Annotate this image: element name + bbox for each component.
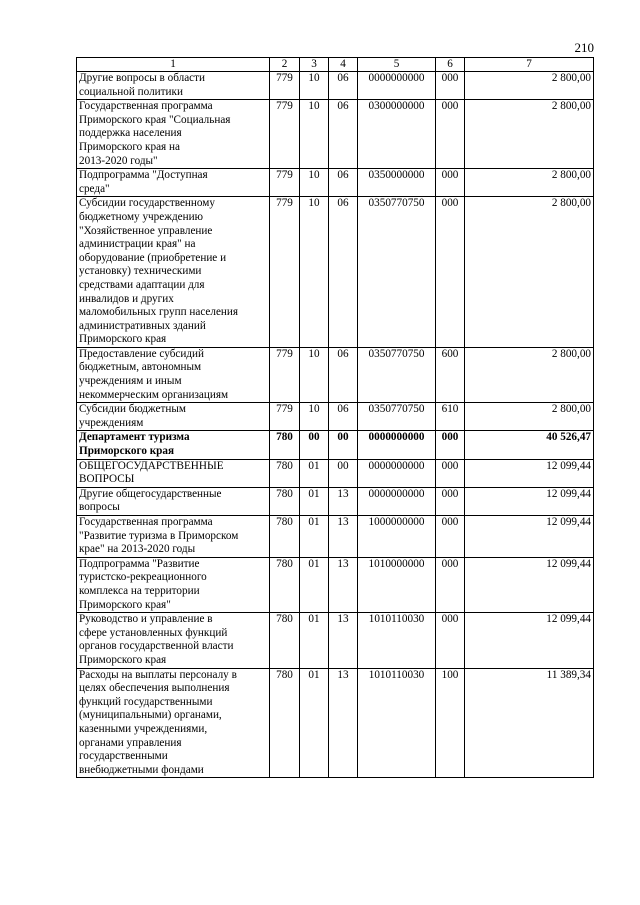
table-row bbox=[77, 459, 594, 487]
row-subsection-cell: 06 bbox=[329, 197, 358, 348]
row-name-cell: Руководство и управление в сфере установленных функций органов государственной власти Приморского края bbox=[77, 613, 270, 668]
row-subsection-cell: 06 bbox=[329, 72, 358, 100]
row-section-cell: 01 bbox=[300, 613, 329, 668]
row-target-cell: 1010110030 bbox=[358, 613, 436, 668]
header-cell: 3 bbox=[300, 58, 329, 72]
row-section-cell: 10 bbox=[300, 72, 329, 100]
row-code-cell: 779 bbox=[270, 197, 300, 348]
row-target-cell: 0000000000 bbox=[358, 459, 436, 487]
row-section-cell: 10 bbox=[300, 347, 329, 402]
row-sum-cell: 2 800,00 bbox=[465, 403, 594, 431]
row-section-cell: 01 bbox=[300, 516, 329, 558]
row-target-cell: 0350770750 bbox=[358, 347, 436, 402]
row-name-cell: Подпрограмма "Развитие туристско-рекреационного комплекса на территории Приморского края" bbox=[77, 557, 270, 612]
row-expense-type-cell: 600 bbox=[436, 347, 465, 402]
row-section-cell: 01 bbox=[300, 487, 329, 515]
row-expense-type-cell: 000 bbox=[436, 487, 465, 515]
row-name-cell: Подпрограмма "Доступная среда" bbox=[77, 169, 270, 197]
row-expense-type-cell: 100 bbox=[436, 668, 465, 778]
table-row bbox=[77, 347, 594, 402]
row-name-cell: Расходы на выплаты персоналу в целях обеспечения выполнения функций государственными (муниципальными) органами, казенными учреждениями, органами управления государственными внебюджетными фондами bbox=[77, 668, 270, 778]
row-subsection-cell: 06 bbox=[329, 100, 358, 169]
budget-table bbox=[76, 57, 594, 778]
row-target-cell: 0000000000 bbox=[358, 487, 436, 515]
table-header-row bbox=[77, 58, 594, 72]
table-row bbox=[77, 403, 594, 431]
row-target-cell: 0350770750 bbox=[358, 197, 436, 348]
header-cell: 5 bbox=[358, 58, 436, 72]
table-row bbox=[77, 487, 594, 515]
row-subsection-cell: 06 bbox=[329, 403, 358, 431]
row-subsection-cell: 00 bbox=[329, 431, 358, 459]
row-name-cell: Другие общегосударственные вопросы bbox=[77, 487, 270, 515]
row-expense-type-cell: 000 bbox=[436, 197, 465, 348]
row-subsection-cell: 13 bbox=[329, 613, 358, 668]
header-cell: 7 bbox=[465, 58, 594, 72]
row-section-cell: 01 bbox=[300, 459, 329, 487]
row-sum-cell: 2 800,00 bbox=[465, 169, 594, 197]
table-row bbox=[77, 169, 594, 197]
table-row bbox=[77, 613, 594, 668]
row-target-cell: 1010000000 bbox=[358, 557, 436, 612]
row-sum-cell: 12 099,44 bbox=[465, 459, 594, 487]
page-number: 210 bbox=[574, 40, 594, 55]
row-sum-cell: 12 099,44 bbox=[465, 613, 594, 668]
row-sum-cell: 2 800,00 bbox=[465, 72, 594, 100]
row-code-cell: 780 bbox=[270, 431, 300, 459]
row-expense-type-cell: 000 bbox=[436, 431, 465, 459]
row-expense-type-cell: 610 bbox=[436, 403, 465, 431]
row-section-cell: 01 bbox=[300, 557, 329, 612]
row-name-cell: ОБЩЕГОСУДАРСТВЕННЫЕ ВОПРОСЫ bbox=[77, 459, 270, 487]
row-sum-cell: 12 099,44 bbox=[465, 487, 594, 515]
row-target-cell: 1010110030 bbox=[358, 668, 436, 778]
row-section-cell: 10 bbox=[300, 100, 329, 169]
table-row bbox=[77, 557, 594, 612]
header-cell: 1 bbox=[77, 58, 270, 72]
row-name-cell: Другие вопросы в области социальной политики bbox=[77, 72, 270, 100]
row-subsection-cell: 13 bbox=[329, 557, 358, 612]
row-code-cell: 780 bbox=[270, 557, 300, 612]
row-code-cell: 780 bbox=[270, 668, 300, 778]
row-expense-type-cell: 000 bbox=[436, 459, 465, 487]
table-row bbox=[77, 197, 594, 348]
row-section-cell: 10 bbox=[300, 169, 329, 197]
row-subsection-cell: 00 bbox=[329, 459, 358, 487]
row-expense-type-cell: 000 bbox=[436, 557, 465, 612]
row-code-cell: 780 bbox=[270, 516, 300, 558]
table-row bbox=[77, 431, 594, 459]
row-subsection-cell: 13 bbox=[329, 516, 358, 558]
row-target-cell: 1000000000 bbox=[358, 516, 436, 558]
row-code-cell: 779 bbox=[270, 347, 300, 402]
row-section-cell: 00 bbox=[300, 431, 329, 459]
row-subsection-cell: 06 bbox=[329, 169, 358, 197]
row-target-cell: 0000000000 bbox=[358, 72, 436, 100]
row-section-cell: 10 bbox=[300, 197, 329, 348]
row-expense-type-cell: 000 bbox=[436, 72, 465, 100]
header-cell: 2 bbox=[270, 58, 300, 72]
row-code-cell: 780 bbox=[270, 487, 300, 515]
row-section-cell: 01 bbox=[300, 668, 329, 778]
row-name-cell: Департамент туризма Приморского края bbox=[77, 431, 270, 459]
row-name-cell: Государственная программа Приморского края "Социальная поддержка населения Приморского края на 2013-2020 годы" bbox=[77, 100, 270, 169]
row-sum-cell: 2 800,00 bbox=[465, 347, 594, 402]
row-name-cell: Субсидии бюджетным учреждениям bbox=[77, 403, 270, 431]
row-code-cell: 779 bbox=[270, 403, 300, 431]
row-name-cell: Предоставление субсидий бюджетным, автономным учреждениям и иным некоммерческим организациям bbox=[77, 347, 270, 402]
row-target-cell: 0300000000 bbox=[358, 100, 436, 169]
table-row bbox=[77, 668, 594, 778]
row-subsection-cell: 13 bbox=[329, 487, 358, 515]
row-sum-cell: 12 099,44 bbox=[465, 557, 594, 612]
row-subsection-cell: 06 bbox=[329, 347, 358, 402]
header-cell: 6 bbox=[436, 58, 465, 72]
row-code-cell: 779 bbox=[270, 169, 300, 197]
row-expense-type-cell: 000 bbox=[436, 613, 465, 668]
row-name-cell: Субсидии государственному бюджетному учреждению "Хозяйственное управление администрации края" на оборудование (приобретение и установку) техническими средствами адаптации для инвалидов и других маломобильных групп населения административных зданий Приморского края bbox=[77, 197, 270, 348]
row-expense-type-cell: 000 bbox=[436, 516, 465, 558]
table-row bbox=[77, 516, 594, 558]
row-code-cell: 780 bbox=[270, 613, 300, 668]
table-row bbox=[77, 100, 594, 169]
row-target-cell: 0350770750 bbox=[358, 403, 436, 431]
row-section-cell: 10 bbox=[300, 403, 329, 431]
row-subsection-cell: 13 bbox=[329, 668, 358, 778]
row-target-cell: 0350000000 bbox=[358, 169, 436, 197]
row-sum-cell: 40 526,47 bbox=[465, 431, 594, 459]
row-sum-cell: 12 099,44 bbox=[465, 516, 594, 558]
row-code-cell: 779 bbox=[270, 100, 300, 169]
table-body bbox=[77, 72, 594, 778]
row-name-cell: Государственная программа "Развитие туризма в Приморском крае" на 2013-2020 годы bbox=[77, 516, 270, 558]
table-row bbox=[77, 72, 594, 100]
row-sum-cell: 2 800,00 bbox=[465, 197, 594, 348]
row-code-cell: 779 bbox=[270, 72, 300, 100]
row-expense-type-cell: 000 bbox=[436, 169, 465, 197]
row-sum-cell: 11 389,34 bbox=[465, 668, 594, 778]
header-cell: 4 bbox=[329, 58, 358, 72]
row-sum-cell: 2 800,00 bbox=[465, 100, 594, 169]
row-expense-type-cell: 000 bbox=[436, 100, 465, 169]
row-code-cell: 780 bbox=[270, 459, 300, 487]
row-target-cell: 0000000000 bbox=[358, 431, 436, 459]
